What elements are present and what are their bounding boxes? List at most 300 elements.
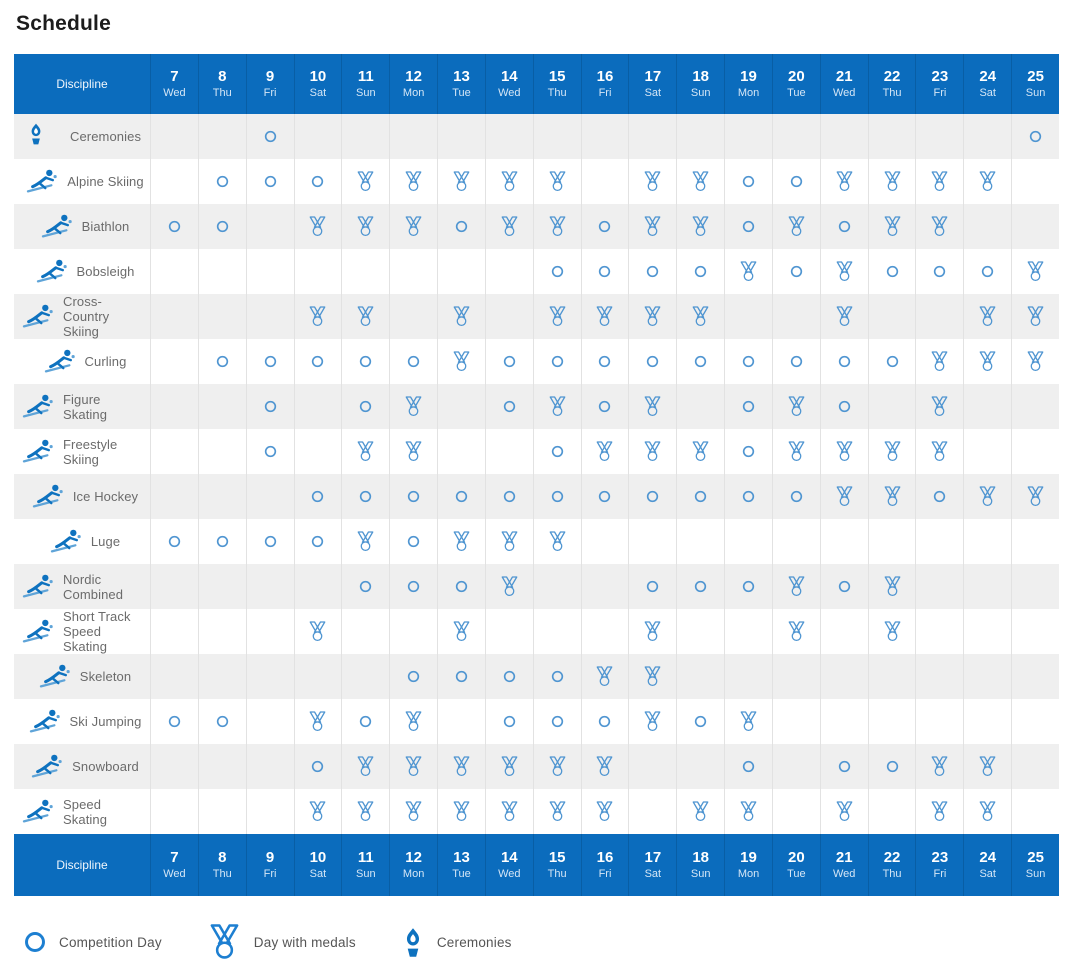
schedule-cell-ceremonies-day-7 [150, 114, 198, 159]
day-with-medals-icon [691, 171, 710, 192]
competition-day-icon [407, 490, 420, 503]
page-title: Schedule [16, 12, 111, 35]
schedule-cell-figure-skating-day-8 [198, 384, 246, 429]
schedule-row-short-track-speed-skating [14, 609, 1059, 654]
competition-day-icon [24, 931, 46, 953]
competition-day-icon [598, 490, 611, 503]
day-with-medals-icon [595, 801, 614, 822]
competition-day-icon [598, 400, 611, 413]
schedule-cell-bobsleigh-day-24 [963, 249, 1011, 294]
schedule-cell-freestyle-skiing-day-21 [820, 429, 868, 474]
competition-day-icon [598, 265, 611, 278]
day-with-medals-icon [643, 396, 662, 417]
schedule-cell-speed-skating-day-17 [628, 789, 676, 834]
schedule-cell-figure-skating-day-16 [581, 384, 629, 429]
schedule-cell-bobsleigh-day-20 [772, 249, 820, 294]
schedule-cell-short-track-speed-skating-day-18 [676, 609, 724, 654]
schedule-cell-biathlon-day-21 [820, 204, 868, 249]
discipline-header-bottom: Discipline [56, 858, 108, 872]
table-footer-row [14, 834, 1059, 896]
day-with-medals-icon [404, 396, 423, 417]
schedule-cell-alpine-skiing-day-9 [246, 159, 294, 204]
schedule-cell-nordic-combined-day-15 [533, 564, 581, 609]
schedule-cell-bobsleigh-day-22 [868, 249, 916, 294]
day-with-medals-icon [308, 711, 327, 732]
schedule-row-snowboard [14, 744, 1059, 789]
schedule-cell-luge-day-19 [724, 519, 772, 564]
day-with-medals-icon [978, 756, 997, 777]
day-with-medals-icon [643, 711, 662, 732]
day-with-medals-icon [883, 576, 902, 597]
schedule-cell-snowboard-day-18 [676, 744, 724, 789]
day-header-15-bottom: 15 Thu [533, 834, 581, 896]
schedule-cell-skeleton-day-9 [246, 654, 294, 699]
schedule-row-curling [14, 339, 1059, 384]
day-with-medals-icon [1026, 261, 1045, 282]
competition-day-icon [646, 490, 659, 503]
day-with-medals-icon [739, 261, 758, 282]
schedule-cell-figure-skating-day-9 [246, 384, 294, 429]
schedule-cell-snowboard-day-23 [915, 744, 963, 789]
competition-day-icon [886, 355, 899, 368]
schedule-cell-figure-skating-day-20 [772, 384, 820, 429]
schedule-cell-short-track-speed-skating-day-23 [915, 609, 963, 654]
schedule-cell-ski-jumping-day-16 [581, 699, 629, 744]
schedule-cell-alpine-skiing-day-22 [868, 159, 916, 204]
competition-day-icon [264, 535, 277, 548]
schedule-cell-ceremonies-day-14 [485, 114, 533, 159]
schedule-cell-snowboard-day-25 [1011, 744, 1059, 789]
schedule-cell-curling-day-25 [1011, 339, 1059, 384]
schedule-cell-nordic-combined-day-17 [628, 564, 676, 609]
schedule-cell-ceremonies-day-18 [676, 114, 724, 159]
schedule-cell-skeleton-day-17 [628, 654, 676, 699]
day-header-19-top: 19 Mon [724, 54, 772, 114]
freestyle-skiing-icon [21, 437, 55, 467]
schedule-cell-ceremonies-day-19 [724, 114, 772, 159]
day-header-18-top: 18 Sun [676, 54, 724, 114]
schedule-cell-cross-country-skiing-day-16 [581, 294, 629, 339]
schedule-cell-alpine-skiing-day-21 [820, 159, 868, 204]
legend-label: Ceremonies [436, 934, 512, 950]
day-with-medals-icon [643, 306, 662, 327]
schedule-cell-freestyle-skiing-day-12 [389, 429, 437, 474]
competition-day-icon [790, 265, 803, 278]
schedule-cell-ski-jumping-day-22 [868, 699, 916, 744]
schedule-cell-curling-day-12 [389, 339, 437, 384]
schedule-cell-speed-skating-day-10 [294, 789, 342, 834]
competition-day-icon [551, 355, 564, 368]
schedule-cell-nordic-combined-day-10 [294, 564, 342, 609]
schedule-cell-speed-skating-day-13 [437, 789, 485, 834]
day-with-medals-icon [356, 216, 375, 237]
day-with-medals-icon [835, 171, 854, 192]
day-header-21-top: 21 Wed [820, 54, 868, 114]
day-header-9-top: 9 Fri [246, 54, 294, 114]
ceremonies-icon [28, 122, 62, 152]
schedule-cell-curling-day-8 [198, 339, 246, 384]
day-with-medals-icon [883, 216, 902, 237]
schedule-cell-freestyle-skiing-day-9 [246, 429, 294, 474]
competition-day-icon [694, 715, 707, 728]
day-with-medals-icon [356, 756, 375, 777]
schedule-cell-skeleton-day-15 [533, 654, 581, 699]
day-with-medals-icon [930, 171, 949, 192]
schedule-cell-speed-skating-day-11 [341, 789, 389, 834]
day-header-14-bottom: 14 Wed [485, 834, 533, 896]
day-header-12-top: 12 Mon [389, 54, 437, 114]
schedule-cell-nordic-combined-day-12 [389, 564, 437, 609]
schedule-cell-ice-hockey-day-7 [150, 474, 198, 519]
schedule-cell-figure-skating-day-23 [915, 384, 963, 429]
competition-day-icon [359, 355, 372, 368]
schedule-cell-biathlon-day-10 [294, 204, 342, 249]
schedule-cell-speed-skating-day-16 [581, 789, 629, 834]
competition-day-icon [503, 355, 516, 368]
schedule-cell-nordic-combined-day-13 [437, 564, 485, 609]
schedule-cell-curling-day-17 [628, 339, 676, 384]
day-with-medals-icon [452, 171, 471, 192]
competition-day-icon [646, 355, 659, 368]
schedule-cell-luge-day-13 [437, 519, 485, 564]
discipline-label: Alpine Skiing [67, 174, 144, 189]
schedule-cell-biathlon-day-24 [963, 204, 1011, 249]
discipline-label: Luge [90, 534, 121, 549]
day-with-medals-icon [787, 216, 806, 237]
schedule-cell-freestyle-skiing-day-11 [341, 429, 389, 474]
day-header-16-top: 16 Fri [581, 54, 629, 114]
schedule-cell-short-track-speed-skating-day-15 [533, 609, 581, 654]
schedule-cell-nordic-combined-day-18 [676, 564, 724, 609]
schedule-cell-alpine-skiing-day-20 [772, 159, 820, 204]
schedule-cell-biathlon-day-17 [628, 204, 676, 249]
day-header-25-bottom: 25 Sun [1011, 834, 1059, 896]
schedule-cell-nordic-combined-day-21 [820, 564, 868, 609]
day-with-medals-icon [308, 306, 327, 327]
schedule-cell-short-track-speed-skating-day-20 [772, 609, 820, 654]
day-header-16-bottom: 16 Fri [581, 834, 629, 896]
day-with-medals-icon [548, 306, 567, 327]
legend-item-competition-day [24, 931, 162, 953]
schedule-cell-short-track-speed-skating-day-7 [150, 609, 198, 654]
competition-day-icon [551, 670, 564, 683]
schedule-cell-ceremonies-day-12 [389, 114, 437, 159]
table-body [14, 114, 1059, 834]
competition-day-icon [742, 580, 755, 593]
schedule-cell-luge-day-25 [1011, 519, 1059, 564]
day-header-23-top: 23 Fri [915, 54, 963, 114]
discipline-label: Skeleton [79, 669, 132, 684]
schedule-cell-alpine-skiing-day-16 [581, 159, 629, 204]
day-header-24-bottom: 24 Sat [963, 834, 1011, 896]
day-with-medals-icon [500, 531, 519, 552]
schedule-cell-biathlon-day-25 [1011, 204, 1059, 249]
schedule-cell-alpine-skiing-day-11 [341, 159, 389, 204]
schedule-cell-figure-skating-day-19 [724, 384, 772, 429]
competition-day-icon [742, 355, 755, 368]
schedule-cell-speed-skating-day-14 [485, 789, 533, 834]
schedule-cell-nordic-combined-day-23 [915, 564, 963, 609]
day-with-medals-icon [691, 441, 710, 462]
day-with-medals-icon [1026, 306, 1045, 327]
schedule-row-luge [14, 519, 1059, 564]
schedule-cell-nordic-combined-day-8 [198, 564, 246, 609]
schedule-cell-short-track-speed-skating-day-10 [294, 609, 342, 654]
schedule-row-cross-country-skiing [14, 294, 1059, 339]
competition-day-icon [216, 220, 229, 233]
schedule-cell-short-track-speed-skating-day-14 [485, 609, 533, 654]
schedule-cell-speed-skating-day-23 [915, 789, 963, 834]
schedule-cell-curling-day-23 [915, 339, 963, 384]
schedule-cell-alpine-skiing-day-10 [294, 159, 342, 204]
schedule-cell-bobsleigh-day-9 [246, 249, 294, 294]
competition-day-icon [264, 445, 277, 458]
schedule-cell-speed-skating-day-21 [820, 789, 868, 834]
discipline-label: Bobsleigh [76, 264, 135, 279]
competition-day-icon [742, 760, 755, 773]
competition-day-icon [742, 445, 755, 458]
schedule-cell-ice-hockey-day-13 [437, 474, 485, 519]
schedule-row-figure-skating [14, 384, 1059, 429]
day-with-medals-icon [356, 171, 375, 192]
schedule-cell-curling-day-18 [676, 339, 724, 384]
schedule-cell-curling-day-16 [581, 339, 629, 384]
discipline-cell-cross-country-skiing [14, 294, 150, 339]
schedule-row-bobsleigh [14, 249, 1059, 294]
schedule-cell-skeleton-day-13 [437, 654, 485, 699]
day-with-medals-icon [883, 621, 902, 642]
discipline-label: Freestyle Skiing [63, 436, 118, 467]
competition-day-icon [694, 355, 707, 368]
competition-day-icon [503, 715, 516, 728]
day-with-medals-icon [500, 576, 519, 597]
schedule-cell-snowboard-day-20 [772, 744, 820, 789]
schedule-cell-freestyle-skiing-day-17 [628, 429, 676, 474]
day-with-medals-icon [404, 801, 423, 822]
schedule-cell-skeleton-day-22 [868, 654, 916, 699]
discipline-cell-alpine-skiing [14, 159, 150, 204]
schedule-cell-cross-country-skiing-day-8 [198, 294, 246, 339]
day-with-medals-icon [835, 441, 854, 462]
schedule-cell-ski-jumping-day-13 [437, 699, 485, 744]
schedule-cell-alpine-skiing-day-19 [724, 159, 772, 204]
day-with-medals-icon [404, 711, 423, 732]
schedule-cell-ceremonies-day-25 [1011, 114, 1059, 159]
day-with-medals-icon [595, 666, 614, 687]
schedule-cell-skeleton-day-11 [341, 654, 389, 699]
snowboard-icon [30, 752, 64, 782]
discipline-label: Snowboard [72, 759, 139, 774]
schedule-cell-figure-skating-day-21 [820, 384, 868, 429]
schedule-cell-figure-skating-day-17 [628, 384, 676, 429]
schedule-cell-curling-day-10 [294, 339, 342, 384]
schedule-cell-curling-day-24 [963, 339, 1011, 384]
schedule-cell-luge-day-12 [389, 519, 437, 564]
bobsleigh-icon [35, 257, 69, 287]
day-with-medals-icon [404, 441, 423, 462]
schedule-cell-speed-skating-day-24 [963, 789, 1011, 834]
discipline-label: Ice Hockey [72, 489, 139, 504]
day-header-17-top: 17 Sat [628, 54, 676, 114]
discipline-label: Curling [84, 354, 127, 369]
schedule-row-nordic-combined [14, 564, 1059, 609]
day-with-medals-icon [452, 756, 471, 777]
schedule-cell-skeleton-day-8 [198, 654, 246, 699]
schedule-cell-speed-skating-day-8 [198, 789, 246, 834]
schedule-cell-speed-skating-day-20 [772, 789, 820, 834]
schedule-cell-speed-skating-day-7 [150, 789, 198, 834]
day-header-24-top: 24 Sat [963, 54, 1011, 114]
schedule-cell-biathlon-day-19 [724, 204, 772, 249]
schedule-cell-ski-jumping-day-7 [150, 699, 198, 744]
schedule-cell-ice-hockey-day-15 [533, 474, 581, 519]
schedule-cell-alpine-skiing-day-7 [150, 159, 198, 204]
schedule-cell-snowboard-day-21 [820, 744, 868, 789]
day-with-medals-icon [356, 531, 375, 552]
schedule-cell-biathlon-day-7 [150, 204, 198, 249]
competition-day-icon [742, 175, 755, 188]
competition-day-icon [359, 400, 372, 413]
competition-day-icon [742, 400, 755, 413]
ice-hockey-icon [31, 482, 65, 512]
schedule-cell-freestyle-skiing-day-18 [676, 429, 724, 474]
day-with-medals-icon [404, 171, 423, 192]
schedule-cell-skeleton-day-12 [389, 654, 437, 699]
day-header-18-bottom: 18 Sun [676, 834, 724, 896]
schedule-cell-bobsleigh-day-14 [485, 249, 533, 294]
competition-day-icon [838, 400, 851, 413]
competition-day-icon [790, 355, 803, 368]
day-with-medals-icon [208, 924, 241, 960]
biathlon-icon [40, 212, 74, 242]
schedule-cell-alpine-skiing-day-15 [533, 159, 581, 204]
schedule-cell-ice-hockey-day-21 [820, 474, 868, 519]
schedule-row-freestyle-skiing [14, 429, 1059, 474]
schedule-cell-snowboard-day-17 [628, 744, 676, 789]
schedule-cell-freestyle-skiing-day-15 [533, 429, 581, 474]
schedule-cell-ceremonies-day-17 [628, 114, 676, 159]
schedule-cell-freestyle-skiing-day-23 [915, 429, 963, 474]
schedule-cell-cross-country-skiing-day-25 [1011, 294, 1059, 339]
schedule-cell-freestyle-skiing-day-19 [724, 429, 772, 474]
figure-skating-icon [21, 392, 55, 422]
day-with-medals-icon [548, 171, 567, 192]
schedule-cell-snowboard-day-9 [246, 744, 294, 789]
schedule-cell-skeleton-day-7 [150, 654, 198, 699]
day-header-25-top: 25 Sun [1011, 54, 1059, 114]
day-header-13-bottom: 13 Tue [437, 834, 485, 896]
schedule-cell-freestyle-skiing-day-22 [868, 429, 916, 474]
schedule-cell-curling-day-13 [437, 339, 485, 384]
discipline-header-top: Discipline [56, 77, 108, 91]
competition-day-icon [838, 355, 851, 368]
competition-day-icon [886, 265, 899, 278]
schedule-cell-skeleton-day-21 [820, 654, 868, 699]
day-with-medals-icon [595, 306, 614, 327]
schedule-cell-nordic-combined-day-9 [246, 564, 294, 609]
schedule-cell-speed-skating-day-12 [389, 789, 437, 834]
competition-day-icon [168, 535, 181, 548]
schedule-cell-curling-day-20 [772, 339, 820, 384]
day-with-medals-icon [643, 216, 662, 237]
discipline-cell-bobsleigh [14, 249, 150, 294]
schedule-cell-bobsleigh-day-8 [198, 249, 246, 294]
schedule-cell-ski-jumping-day-20 [772, 699, 820, 744]
day-with-medals-icon [356, 801, 375, 822]
schedule-cell-ceremonies-day-24 [963, 114, 1011, 159]
schedule-cell-bobsleigh-day-25 [1011, 249, 1059, 294]
day-with-medals-icon [500, 801, 519, 822]
day-with-medals-icon [883, 441, 902, 462]
day-header-15-top: 15 Thu [533, 54, 581, 114]
schedule-cell-figure-skating-day-24 [963, 384, 1011, 429]
schedule-cell-luge-day-9 [246, 519, 294, 564]
schedule-cell-cross-country-skiing-day-22 [868, 294, 916, 339]
day-with-medals-icon [1026, 486, 1045, 507]
schedule-cell-biathlon-day-18 [676, 204, 724, 249]
schedule-row-skeleton [14, 654, 1059, 699]
schedule-cell-ski-jumping-day-25 [1011, 699, 1059, 744]
schedule-cell-ceremonies-day-21 [820, 114, 868, 159]
ski-jumping-icon [28, 707, 62, 737]
day-with-medals-icon [356, 441, 375, 462]
schedule-cell-ice-hockey-day-16 [581, 474, 629, 519]
competition-day-icon [1029, 130, 1042, 143]
schedule-cell-nordic-combined-day-24 [963, 564, 1011, 609]
competition-day-icon [216, 535, 229, 548]
day-with-medals-icon [452, 351, 471, 372]
day-with-medals-icon [1026, 351, 1045, 372]
schedule-cell-curling-day-11 [341, 339, 389, 384]
schedule-cell-ice-hockey-day-23 [915, 474, 963, 519]
schedule-cell-biathlon-day-8 [198, 204, 246, 249]
schedule-cell-bobsleigh-day-10 [294, 249, 342, 294]
day-with-medals-icon [883, 486, 902, 507]
day-header-19-bottom: 19 Mon [724, 834, 772, 896]
competition-day-icon [264, 130, 277, 143]
day-with-medals-icon [691, 801, 710, 822]
day-with-medals-icon [691, 306, 710, 327]
schedule-row-ceremonies [14, 114, 1059, 159]
schedule-cell-luge-day-14 [485, 519, 533, 564]
nordic-combined-icon [21, 572, 55, 602]
schedule-row-ski-jumping [14, 699, 1059, 744]
discipline-cell-ice-hockey [14, 474, 150, 519]
table-header-row [14, 54, 1059, 114]
schedule-cell-nordic-combined-day-14 [485, 564, 533, 609]
day-with-medals-icon [739, 801, 758, 822]
schedule-cell-cross-country-skiing-day-11 [341, 294, 389, 339]
competition-day-icon [790, 490, 803, 503]
schedule-cell-ceremonies-day-22 [868, 114, 916, 159]
schedule-cell-nordic-combined-day-25 [1011, 564, 1059, 609]
schedule-cell-biathlon-day-16 [581, 204, 629, 249]
legend-item-ceremonies [402, 927, 512, 958]
ceremonies-icon [402, 927, 424, 958]
legend-label: Day with medals [253, 934, 356, 950]
short-track-speed-skating-icon [21, 617, 55, 647]
schedule-cell-ice-hockey-day-8 [198, 474, 246, 519]
day-header-11-top: 11 Sun [341, 54, 389, 114]
schedule-cell-short-track-speed-skating-day-25 [1011, 609, 1059, 654]
schedule-cell-short-track-speed-skating-day-19 [724, 609, 772, 654]
schedule-cell-luge-day-21 [820, 519, 868, 564]
schedule-cell-snowboard-day-12 [389, 744, 437, 789]
schedule-cell-curling-day-14 [485, 339, 533, 384]
day-header-17-bottom: 17 Sat [628, 834, 676, 896]
day-with-medals-icon [643, 666, 662, 687]
day-header-21-bottom: 21 Wed [820, 834, 868, 896]
